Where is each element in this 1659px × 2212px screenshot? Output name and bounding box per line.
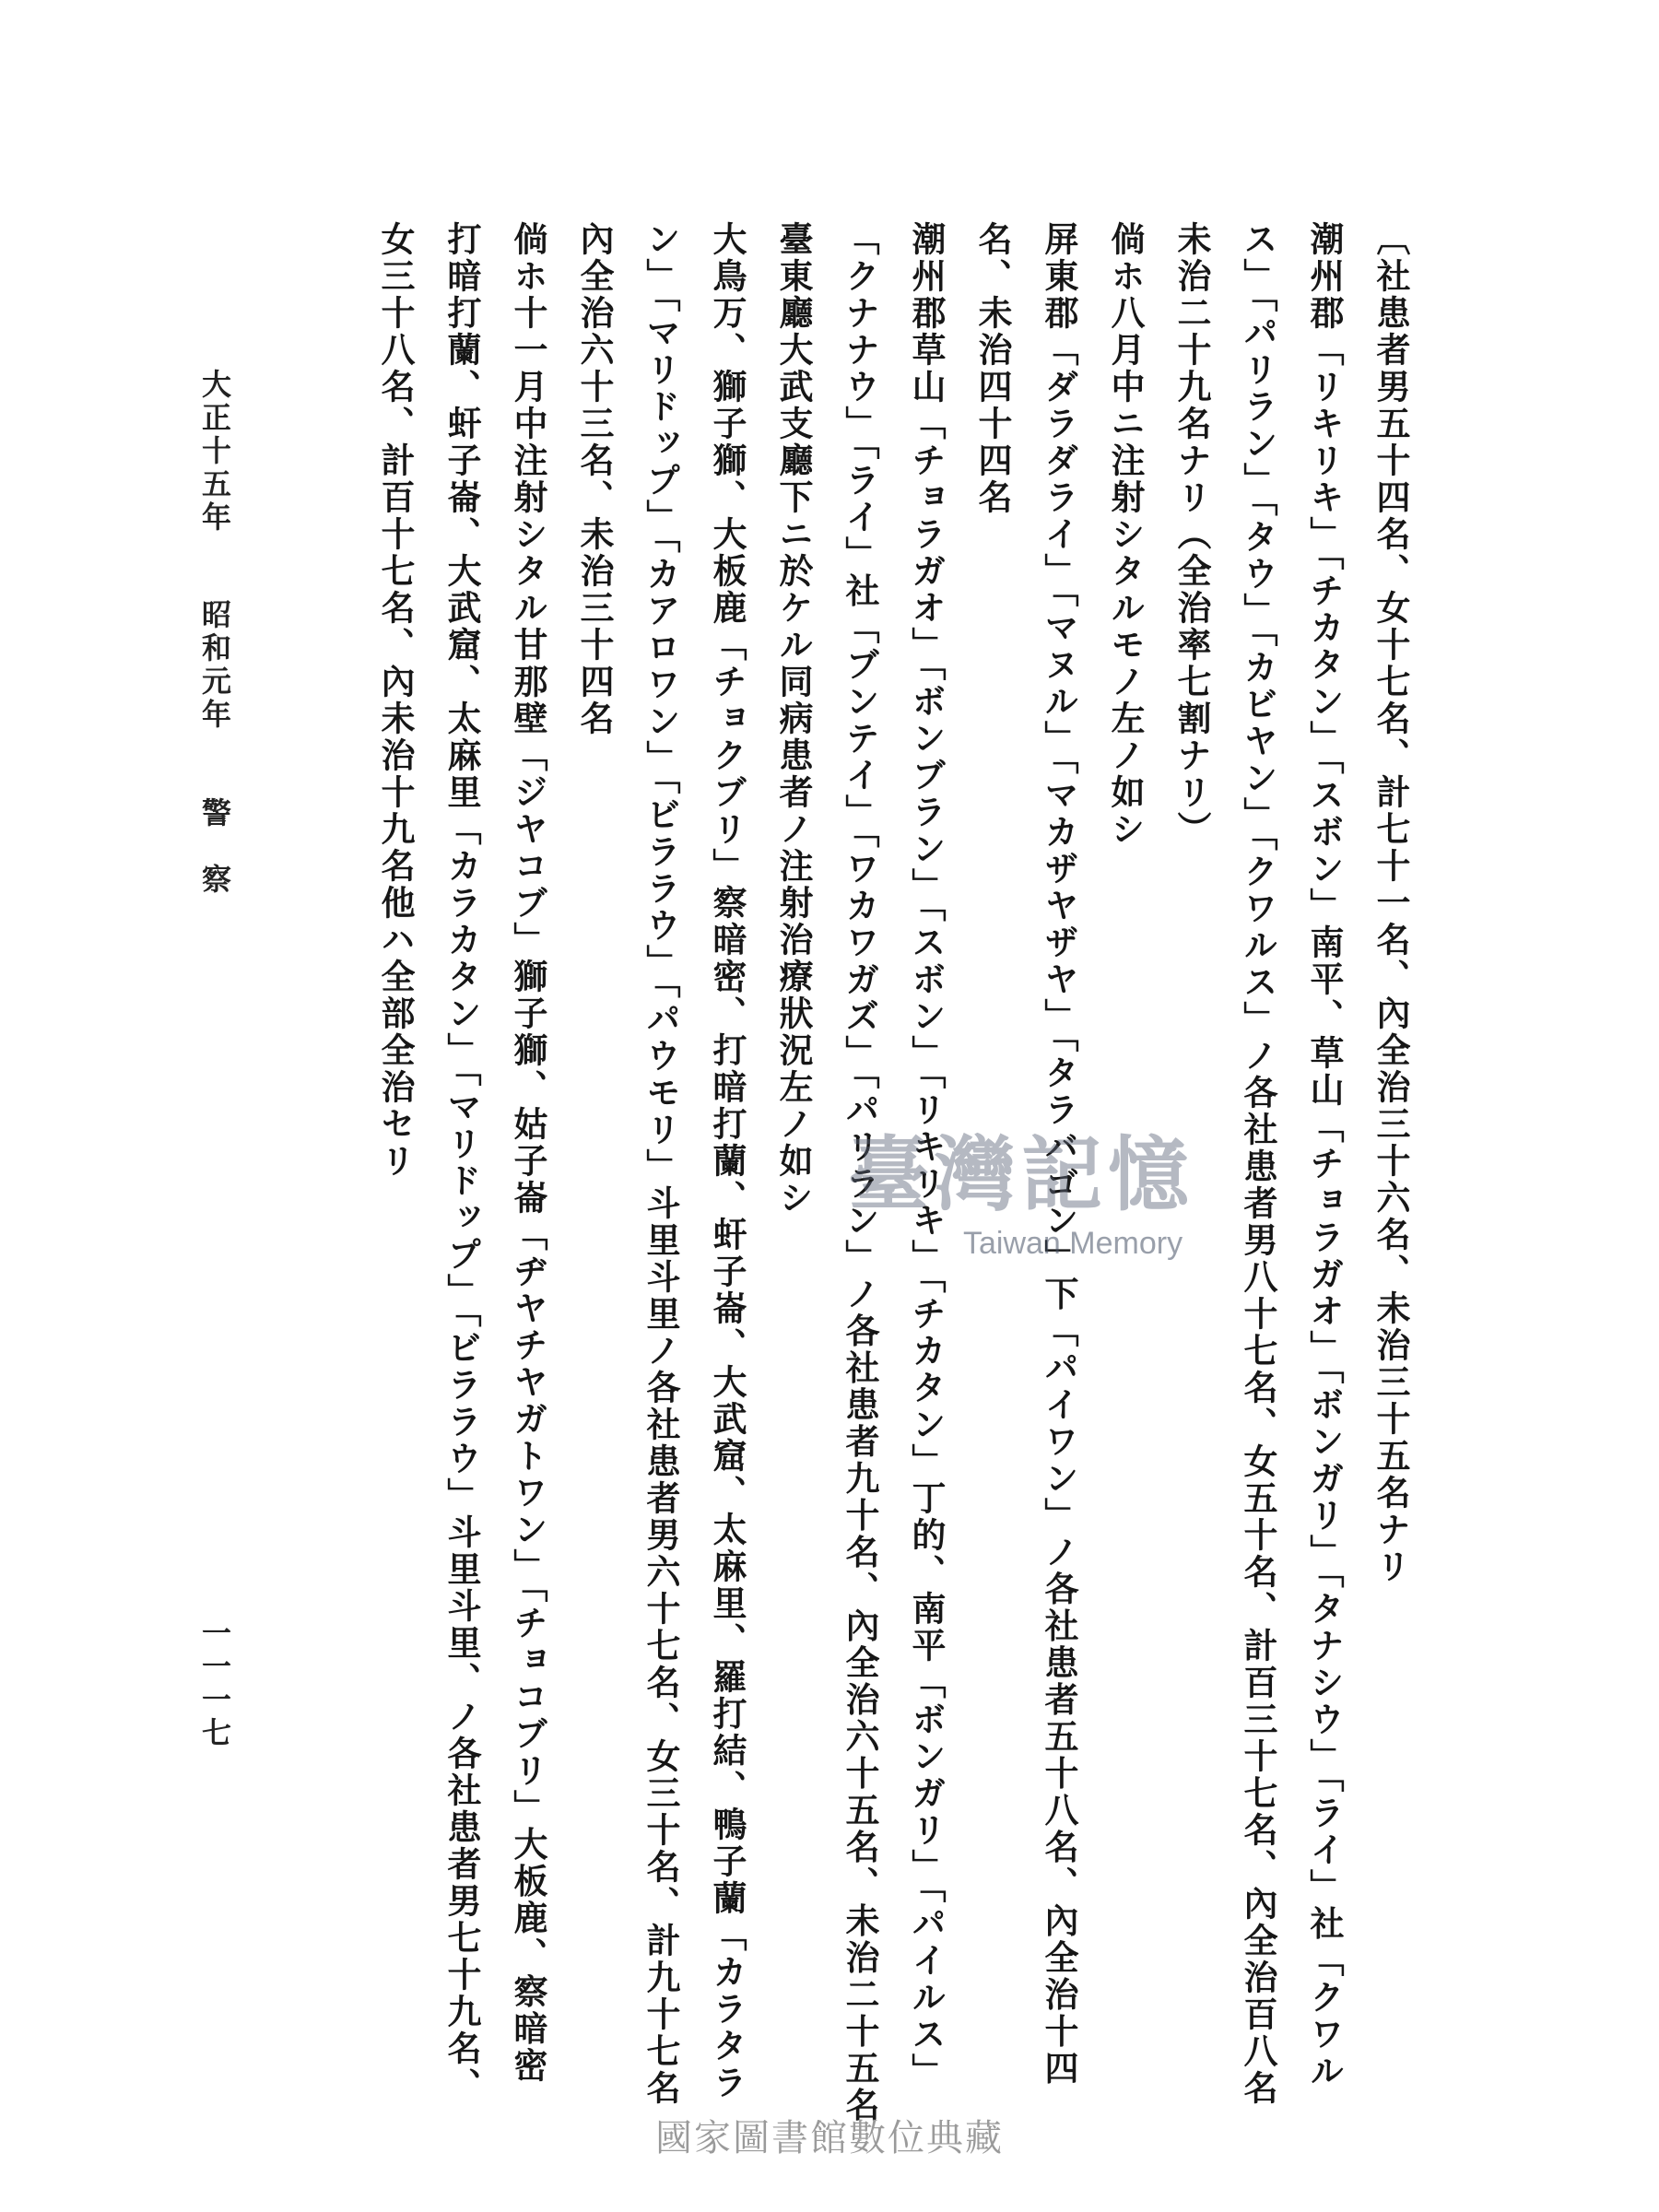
- era-taisho: 大正十五年: [197, 369, 232, 535]
- text-column: 潮州郡草山「チョラガオ」「ボンブラン」「スボン」「リキリキ」「チカタン」丁的、南平「ボンガリ」「パイルス」: [906, 221, 947, 2090]
- text-column: 倘ホ十一月中注射シタル甘那壁「ジヤコブ」獅子獅、姑子崙「ヂヤチヤガトワン」「チョコブリ」大板鹿、察暗密: [508, 221, 548, 2085]
- text-column: 名、未治四十四名: [972, 221, 1013, 516]
- text-column: 潮州郡「リキリキ」「チカタン」「スボン」南平、草山「チョラガオ」「ボンガリ」「タナシウ」「ライ」社「クワル: [1304, 221, 1345, 2090]
- section-heading: 臺東廳大武支廳下ニ於ケル同病患者ノ注射治療狀況左ノ如シ: [773, 221, 814, 1217]
- text-column: 「クナナウ」「ライ」社「ブンテイ」「ワカワガズ」「パリラン」ノ各社患者九十名、內全治六十五名、未治二十五名: [840, 221, 880, 2124]
- text-column: ン」「マリドップ」「カアロワン」「ビララウ」「パウモリ」斗里斗里ノ各社患者男六十七名、女三十名、計九十七名: [641, 221, 681, 2107]
- text-column: ス」「パリラン」「タウ」「カビヤン」「クワルス」ノ各社患者男八十七名、女五十名、計百三十七名、內全治百八名: [1238, 221, 1278, 2107]
- watermark-subtitle: Taiwan Memory: [963, 1226, 1183, 1261]
- library-credit: 國家圖書館數位典藏: [655, 2117, 1004, 2159]
- text-column: 屏東郡「ダラダライ」「マヌル」「マカザヤザヤ」「タラバゴン」下「パイワン」ノ各社患者五十八名、內全治十四: [1039, 221, 1079, 2088]
- page-number: 一一一七: [197, 1618, 232, 1750]
- running-footer: [194, 369, 236, 897]
- text-column: 倘ホ八月中ニ注射シタルモノ左ノ如シ: [1105, 221, 1146, 848]
- text-column: 未治二十九名ナリ（全治率七割ナリ）: [1171, 221, 1212, 848]
- section-title: 警 察: [197, 796, 232, 897]
- text-column: 〔社患者男五十四名、女十七名、計七十一名、內全治三十六名、未治三十五名ナリ: [1371, 221, 1411, 1585]
- text-column: 大鳥万、獅子獅、大板鹿「チョクブリ」察暗密、打暗打蘭、虷子崙、大武窟、太麻里、羅打結、鴨子蘭「カラタラ: [707, 221, 747, 2101]
- watermark-logo: 臺灣記憶: [848, 1126, 1195, 1222]
- text-column: 打暗打蘭、虷子崙、大武窟、太麻里「カラカタン」「マリドップ」「ビララウ」斗里斗里、ノ各社患者男七十九名、: [441, 221, 482, 2104]
- vertical-text-body: [226, 221, 1424, 2124]
- era-showa: 昭和元年: [197, 599, 232, 733]
- text-column: 女三十八名、計百十七名、內未治十九名他ハ全部全治セリ: [375, 221, 416, 1180]
- text-column: 內全治六十三名、未治三十四名: [574, 221, 615, 737]
